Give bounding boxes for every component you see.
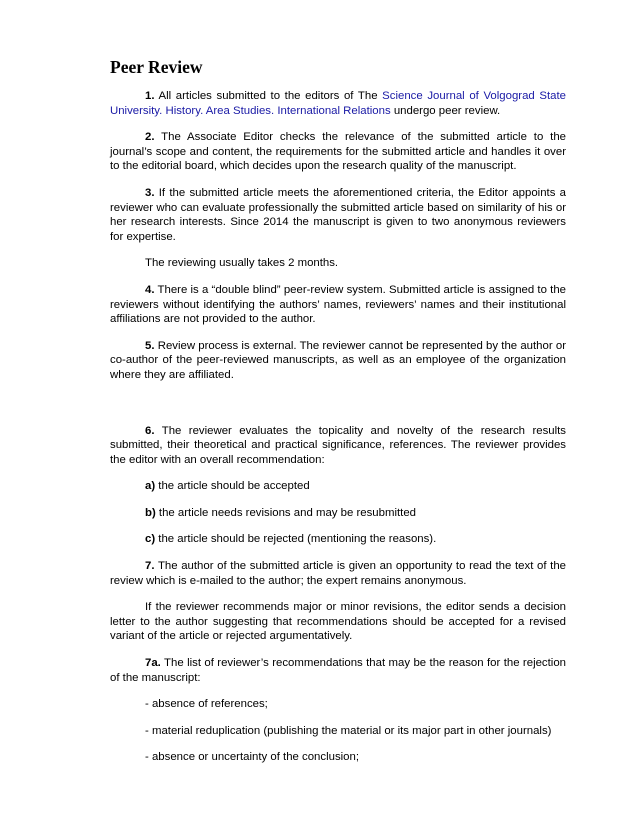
paragraph-7a — [110, 656, 566, 685]
paragraph-number: 7a. — [145, 657, 161, 670]
paragraph-text: All articles submitted to the editors of The — [154, 90, 383, 102]
paragraph-number: 2. — [145, 131, 155, 144]
spacer — [110, 395, 566, 424]
paragraph-text: The author of the submitted article is given an opportunity to read the text of the review which is e-mailed to the author; the expert remains anonymous. — [110, 560, 566, 587]
paragraph-7-note — [110, 600, 566, 644]
journal-link[interactable]: Science Journal of Volgograd State University. History. Area Studies. International Relations — [110, 90, 566, 117]
paragraph-text: The Associate Editor checks the relevance of the submitted article to the journal’s scope and content, the requirements for the submitted article and handles it over to the editorial board, which decides upon the research quality of the manuscript. — [110, 131, 566, 173]
option-text: the article should be rejected (mentioning the reasons). — [155, 533, 437, 546]
paragraph-text: The reviewing usually takes 2 months. — [145, 257, 339, 270]
paragraph-3 — [110, 186, 566, 244]
paragraph-text: undergo peer review. — [390, 104, 501, 117]
rejection-reason: - absence of references; — [145, 698, 268, 711]
recommendation-option-c — [145, 532, 566, 547]
paragraph-number: 7. — [145, 560, 155, 573]
option-letter: c) — [145, 533, 156, 546]
paragraph-7 — [110, 559, 566, 588]
paragraph-number: 4. — [145, 283, 155, 296]
paragraph-2 — [110, 130, 566, 174]
paragraph-3-note — [110, 256, 566, 271]
page-title: Peer Review — [110, 57, 203, 77]
option-letter: b) — [145, 506, 156, 519]
paragraph-text: Review process is external. The reviewer cannot be represented by the author or co-author of the peer-reviewed manuscripts, as well as an employee of the organization where they are affiliated. — [110, 339, 566, 381]
paragraph-number: 3. — [145, 186, 155, 199]
paragraph-text: The reviewer evaluates the topicality and novelty of the research results submitted, their theoretical and practical significance, references. The reviewer provides the editor with an overall recommendation: — [110, 424, 566, 466]
rejection-reason: - absence or uncertainty of the conclusion; — [145, 751, 360, 764]
paragraph-number: 6. — [145, 424, 155, 437]
paragraph-1 — [110, 89, 566, 118]
paragraph-4 — [110, 283, 566, 327]
recommendation-option-b — [145, 506, 566, 521]
paragraph-number: 1. — [145, 90, 155, 102]
recommendation-option-a — [145, 479, 566, 494]
paragraph-text: There is a “double blind” peer-review system. Submitted article is assigned to the reviewers without identifying the authors’ names, reviewers’ names and their institutional affiliations are not provided to the author. — [110, 283, 566, 326]
option-letter: a) — [145, 480, 156, 493]
paragraph-text: The list of reviewer’s recommendations that may be the reason for the rejection of the manuscript: — [110, 657, 566, 684]
rejection-reason: - material reduplication (publishing the material or its major part in other journals) — [145, 724, 552, 737]
paragraph-text: If the reviewer recommends major or minor revisions, the editor sends a decision letter to the author suggesting that recommendations should be accepted for a revised variant of the article or rejected argumentatively. — [110, 601, 566, 643]
paragraph-6 — [110, 424, 566, 468]
document-body — [110, 89, 566, 777]
paragraph-5 — [110, 339, 566, 383]
paragraph-number: 5. — [145, 339, 155, 352]
option-text: the article should be accepted — [155, 480, 310, 493]
option-text: the article needs revisions and may be resubmitted — [155, 506, 416, 519]
paragraph-text: If the submitted article meets the aforementioned criteria, the Editor appoints a reviewer who can evaluate professionally the submitted article based on similarity of his or her research interests. Since 2014 the manuscript is given to two anonymous reviewers for expertise. — [110, 186, 566, 243]
